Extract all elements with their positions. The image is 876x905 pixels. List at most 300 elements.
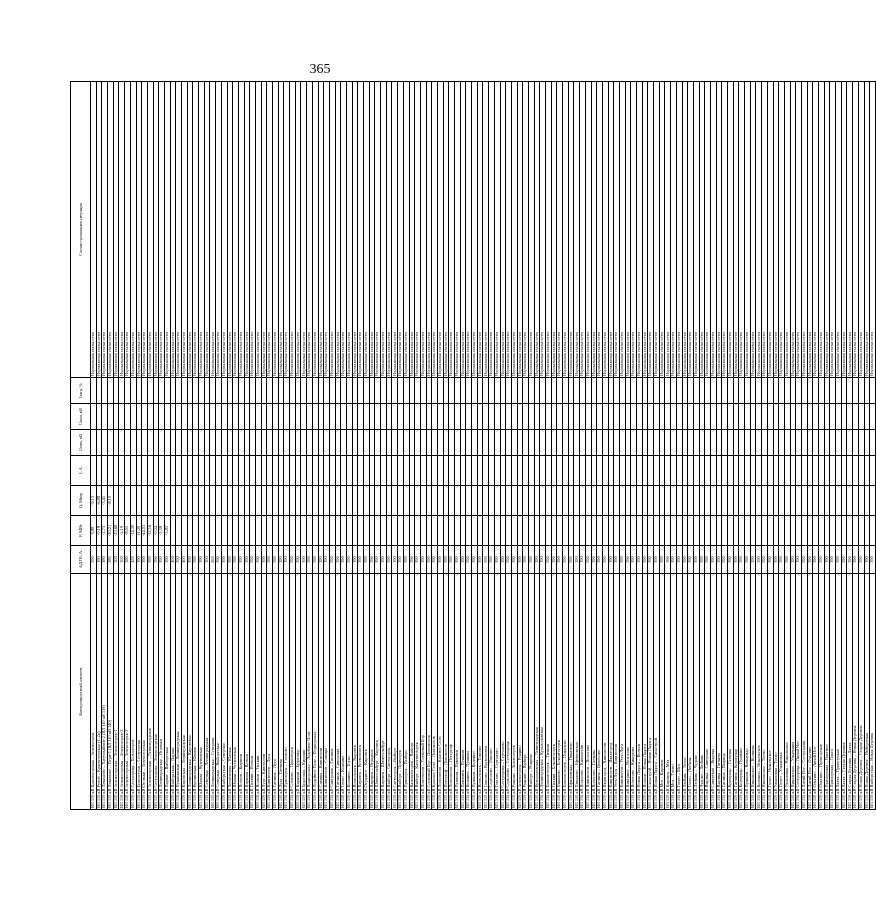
value-cell: 390 xyxy=(324,546,330,574)
situation-cell: Нормальная схема сети xyxy=(477,82,483,378)
element-cell: ВЛ 110 кВ Всеволожск – Токсово xyxy=(477,574,483,810)
situation-cell: Нормальная схема сети xyxy=(216,82,222,378)
situation-cell: Нормальная схема сети xyxy=(415,82,421,378)
value-cell: 390 xyxy=(278,546,284,574)
column-header: Контролируемый элемент xyxy=(71,574,91,810)
value-cell: 390 xyxy=(523,546,529,574)
situation-cell: Нормальная схема сети xyxy=(602,82,608,378)
value-cell: 390 xyxy=(506,546,512,574)
value-cell: 390 xyxy=(369,546,375,574)
element-cell: ВЛ 110 кВ Луга – Кингисепп xyxy=(261,574,267,810)
situation-cell: Нормальная схема сети xyxy=(756,82,762,378)
value-cell: 390 xyxy=(489,546,495,574)
element-cell: ВЛ 110 кВ Кингисепп – Усть-Луга xyxy=(619,574,625,810)
situation-cell: Нормальная схема сети xyxy=(836,82,842,378)
element-cell: ВЛ 110 кВ Северная – Выборгская xyxy=(216,574,222,810)
value-cell: 390 xyxy=(91,546,97,574)
value-cell: 390 xyxy=(335,546,341,574)
element-cell: ВЛ 110 кВ Старая Деревня – Лахта xyxy=(847,574,853,810)
value-cell: 390 xyxy=(728,546,734,574)
value-cell: 380 xyxy=(108,546,114,574)
element-cell: ВЛ 110 кВ Сосново – Приозерск xyxy=(290,574,296,810)
value-cell: 265 xyxy=(210,546,216,574)
value-cell: 390 xyxy=(483,546,489,574)
element-cell: ВЛ 110 кВ Приморская – Ольгино xyxy=(824,574,830,810)
element-cell: ВЛ 110 кВ Сестрорецк – Зеленогорская xyxy=(153,574,159,810)
element-cell: ВЛ 110 кВ Рощино – Зеленогорск xyxy=(511,574,517,810)
situation-cell: Нормальная схема сети xyxy=(108,82,114,378)
value-cell: 390 xyxy=(375,546,381,574)
table-header-row xyxy=(71,82,91,810)
situation-cell: Нормальная схема сети xyxy=(801,82,807,378)
value-cell: 390 xyxy=(449,546,455,574)
situation-cell: Нормальная схема сети xyxy=(381,82,387,378)
element-cell: ВЛ 110 кВ Ломоносов – Сосновый Бор xyxy=(420,574,426,810)
element-cell: ВЛ 110 кВ Пушкин – Павловск xyxy=(455,574,461,810)
element-cell: ВЛ 110 кВ Сясьстрой – Новая Ладога xyxy=(648,574,654,810)
value-cell: 390 xyxy=(295,546,301,574)
situation-cell: Нормальная схема сети xyxy=(574,82,580,378)
value-cell: 390 xyxy=(801,546,807,574)
situation-cell: Нормальная схема сети xyxy=(813,82,819,378)
situation-cell: Нормальная схема сети xyxy=(807,82,813,378)
value-cell: 390 xyxy=(301,546,307,574)
value-cell: 390 xyxy=(750,546,756,574)
element-cell: ВЛ 110 кВ Выборгская – Северная xyxy=(221,574,227,810)
element-cell: ВЛ 110 кВ Выборг – Светогорск xyxy=(386,574,392,810)
element-cell: ВЛ 110 кВ Зеленогорская – Зеленогорск-3 xyxy=(125,574,131,810)
situation-cell: Нормальная схема сети xyxy=(722,82,728,378)
situation-cell: Нормальная схема сети xyxy=(244,82,250,378)
value-cell: 390 xyxy=(142,546,148,574)
situation-cell: Нормальная схема сети xyxy=(301,82,307,378)
value-cell: 390 xyxy=(682,546,688,574)
value-cell: 390 xyxy=(261,546,267,574)
element-cell: ВЛ 110 кВ Любань – Чудово xyxy=(693,574,699,810)
column-header: Uнач, кВ xyxy=(71,430,91,456)
element-cell: ВЛ 110 кВ Ленинградская – Кузьмоловская xyxy=(540,574,546,810)
element-cell: ВЛ 110 кВ Вырица – Сиверская xyxy=(705,574,711,810)
situation-cell: Нормальная схема сети xyxy=(284,82,290,378)
element-cell: ВЛ 110 кВ Зеленогорская – Ленинградская xyxy=(147,574,153,810)
element-cell: ВЛ 110 кВ Новая Деревня – Старая Деревня xyxy=(858,574,864,810)
element-cell: ВЛ 110 кВ Никольское – Тосно xyxy=(762,574,768,810)
situation-cell: Нормальная схема сети xyxy=(119,82,125,378)
element-cell: ВЛ 110 кВ Сертолово – Сестрорецк xyxy=(506,574,512,810)
table-row xyxy=(870,82,876,810)
situation-cell: Нормальная схема сети xyxy=(449,82,455,378)
element-cell: ВЛ 110 кВ Тосно – Колпино xyxy=(341,574,347,810)
value-cell: 390 xyxy=(819,546,825,574)
element-cell: ВЛ 110 кВ Красногорская – Зеленогорск xyxy=(91,574,97,810)
value-cell: 390 xyxy=(648,546,654,574)
situation-cell: Нормальная схема сети xyxy=(779,82,785,378)
value-cell: 390 xyxy=(676,546,682,574)
value-cell: 390 xyxy=(415,546,421,574)
situation-cell: Нормальная схема сети xyxy=(295,82,301,378)
element-cell: ВЛ 110 кВ Выборгская – Новая Деревня xyxy=(870,574,876,810)
value-cell: 390 xyxy=(870,546,876,574)
value-cell: 390 xyxy=(568,546,574,574)
element-cell: ВЛ 110 кВ Кузьмоловская – Ленинградская xyxy=(534,574,540,810)
situation-cell: Нормальная схема сети xyxy=(170,82,176,378)
situation-cell: Нормальная схема сети xyxy=(528,82,534,378)
situation-cell: Нормальная схема сети xyxy=(864,82,870,378)
situation-cell: Нормальная схема сети xyxy=(654,82,660,378)
value-cell: 390 xyxy=(193,546,199,574)
value-cell: 300 xyxy=(204,546,210,574)
value-cell: 390 xyxy=(551,546,557,574)
value-cell: -44,01 xyxy=(142,516,148,546)
value-cell: 390 xyxy=(96,546,102,574)
value-cell: 390 xyxy=(455,546,461,574)
value-cell: 390 xyxy=(745,546,751,574)
value-cell: 390 xyxy=(255,546,261,574)
value-cell: -3,83 xyxy=(164,516,170,546)
situation-cell: Нормальная схема сети xyxy=(546,82,552,378)
value-cell: -2,73 xyxy=(102,516,108,546)
value-cell: 390 xyxy=(267,546,273,574)
situation-cell: Нормальная схема сети xyxy=(847,82,853,378)
element-cell: ВЛ 110 кВ Кириши – Волхов xyxy=(244,574,250,810)
element-cell: ВЛ 110 кВ Красное Село – Ломоносов xyxy=(432,574,438,810)
value-cell: 390 xyxy=(762,546,768,574)
value-cell: 390 xyxy=(557,546,563,574)
value-cell: 390 xyxy=(233,546,239,574)
element-cell: ВЛ 110 кВ Никольское – Колпино xyxy=(750,574,756,810)
situation-cell: Нормальная схема сети xyxy=(455,82,461,378)
situation-cell: Нормальная схема сети xyxy=(187,82,193,378)
element-cell: ВЛ 110 кВ Приморск – Выборг xyxy=(403,574,409,810)
situation-cell: Нормальная схема сети xyxy=(182,82,188,378)
value-cell: -32,16 xyxy=(147,516,153,546)
situation-cell: Нормальная схема сети xyxy=(290,82,296,378)
situation-cell: Нормальная схема сети xyxy=(659,82,665,378)
value-cell: 390 xyxy=(392,546,398,574)
value-cell: 390 xyxy=(619,546,625,574)
element-cell: ВЛ 110 кВ Сестрорецк – Белоостров xyxy=(130,574,136,810)
element-cell: ВЛ 110 кВ Бокситогорск – Тихвин xyxy=(546,574,552,810)
value-cell: 390 xyxy=(364,546,370,574)
value-cell: -6,88 xyxy=(96,486,102,516)
element-cell: ВЛ 110 кВ Ефимовская – Пикалево xyxy=(568,574,574,810)
value-cell: 390 xyxy=(710,546,716,574)
element-cell: ВЛ 110 кВ Южная – Чесменская xyxy=(233,574,239,810)
value-cell: 450 xyxy=(130,546,136,574)
value-cell: 390 xyxy=(830,546,836,574)
value-cell: 390 xyxy=(847,546,853,574)
value-cell: 390 xyxy=(244,546,250,574)
element-cell: ВЛ 110 кВ Сосновый Бор – Ломоносов xyxy=(426,574,432,810)
value-cell: 390 xyxy=(756,546,762,574)
element-cell: ВЛ 110 кВ Новая Ладога – Волхов xyxy=(637,574,643,810)
value-cell: 390 xyxy=(466,546,472,574)
value-cell: 390 xyxy=(546,546,552,574)
situation-cell: Нормальная схема сети xyxy=(733,82,739,378)
value-cell: 390 xyxy=(426,546,432,574)
element-cell: ВЛ 110 кВ Ивангород – Кингисепп xyxy=(602,574,608,810)
column-header: Iзагр, % xyxy=(71,378,91,404)
value-cell: 390 xyxy=(858,546,864,574)
situation-cell: Нормальная схема сети xyxy=(619,82,625,378)
situation-cell: Нормальная схема сети xyxy=(102,82,108,378)
element-cell: ВЛ 110 кВ Бокситогорск – Пикалево xyxy=(563,574,569,810)
element-cell: ВЛ 110 кВ Ручей – Красногорская (1–2ц) xyxy=(96,574,102,810)
element-cell: ВЛ 110 кВ Чудово – Любань xyxy=(699,574,705,810)
situation-cell: Нормальная схема сети xyxy=(159,82,165,378)
column-header: АДТН, А xyxy=(71,546,91,574)
situation-cell: Нормальная схема сети xyxy=(517,82,523,378)
situation-cell: Нормальная схема сети xyxy=(113,82,119,378)
value-cell: 390 xyxy=(284,546,290,574)
value-cell: 390 xyxy=(705,546,711,574)
element-cell: ВЛ 110 кВ Приморская – Лахта xyxy=(830,574,836,810)
value-cell: 390 xyxy=(841,546,847,574)
value-cell: -3,45 xyxy=(102,486,108,516)
element-cell: ВЛ 110 кВ Павловск – Пушкин xyxy=(460,574,466,810)
value-cell: 390 xyxy=(813,546,819,574)
situation-cell: Нормальная схема сети xyxy=(773,82,779,378)
element-cell: ВЛ 110 кВ Отрадное – Кировск xyxy=(364,574,370,810)
situation-cell: Нормальная схема сети xyxy=(858,82,864,378)
element-cell: ВЛ 110 кВ Подпорожье – Лодейное Поле xyxy=(307,574,313,810)
element-cell: ВЛ 110 кВ Левашово – Хиттолайнен-2 (ВЛ 110 кВ 139) xyxy=(102,574,108,810)
situation-cell: Нормальная схема сети xyxy=(142,82,148,378)
situation-cell: Нормальная схема сети xyxy=(136,82,142,378)
situation-cell: Нормальная схема сети xyxy=(745,82,751,378)
situation-cell: Нормальная схема сети xyxy=(96,82,102,378)
situation-cell: Нормальная схема сети xyxy=(130,82,136,378)
rotated-table-sheet xyxy=(70,82,875,810)
element-cell: ВЛ 110 кВ Сиверская – Вырица xyxy=(710,574,716,810)
value-cell: 390 xyxy=(631,546,637,574)
situation-cell: Нормальная схема сети xyxy=(699,82,705,378)
element-cell: ВЛ 110 кВ Сертолово – Токсово xyxy=(489,574,495,810)
element-cell: ВЛ 110 кВ Колпино – Пушкин xyxy=(466,574,472,810)
value-cell: 390 xyxy=(494,546,500,574)
situation-cell: Нормальная схема сети xyxy=(346,82,352,378)
value-cell: 390 xyxy=(608,546,614,574)
value-cell: 390 xyxy=(250,546,256,574)
situation-cell: Нормальная схема сети xyxy=(227,82,233,378)
value-cell: 390 xyxy=(807,546,813,574)
element-cell: ВЛ 110 кВ Белоостров – Сестрорецк xyxy=(136,574,142,810)
value-cell: 390 xyxy=(460,546,466,574)
element-cell: ВЛ 110 кВ Луга – Гатчина xyxy=(278,574,284,810)
element-cell: ВЛ 110 кВ Светогорск – Выборг xyxy=(392,574,398,810)
element-cell: ВЛ 110 кВ Волхов – Тихвин xyxy=(255,574,261,810)
element-cell: ВЛ 110 кВ Лодейное Поле – Подпорожье xyxy=(312,574,318,810)
situation-cell: Нормальная схема сети xyxy=(841,82,847,378)
value-cell: 390 xyxy=(534,546,540,574)
element-cell: ВЛ 110 кВ Усть-Луга – Кингисепп xyxy=(614,574,620,810)
element-cell: ВЛ 110 кВ Старая Деревня – Новая Деревня xyxy=(853,574,859,810)
situation-cell: Нормальная схема сети xyxy=(637,82,643,378)
value-cell: 390 xyxy=(773,546,779,574)
value-cell: 390 xyxy=(136,546,142,574)
element-cell: ВЛ 110 кВ Ломоносов – Петергоф xyxy=(449,574,455,810)
value-cell: 390 xyxy=(432,546,438,574)
situation-cell: Нормальная схема сети xyxy=(671,82,677,378)
situation-cell: Нормальная схема сети xyxy=(489,82,495,378)
value-cell: -8,03 xyxy=(125,516,131,546)
element-cell: ВЛ 110 кВ Коммунар – Гатчина xyxy=(728,574,734,810)
value-cell: 390 xyxy=(733,546,739,574)
value-cell: 390 xyxy=(199,546,205,574)
element-cell: ВЛ 110 кВ Огоньки – Зеленогорская xyxy=(142,574,148,810)
situation-cell: Нормальная схема сети xyxy=(551,82,557,378)
element-cell: ВЛ 110 кВ Зеленогорская – Зеленогорск-2 xyxy=(119,574,125,810)
situation-cell: Нормальная схема сети xyxy=(472,82,478,378)
element-cell: ВЛ 110 кВ Ульяновка – Тосно xyxy=(773,574,779,810)
situation-cell: Нормальная схема сети xyxy=(398,82,404,378)
element-cell: ВЛ 110 кВ Тосно – Любань xyxy=(688,574,694,810)
value-cell: 390 xyxy=(221,546,227,574)
situation-cell: Нормальная схема сети xyxy=(386,82,392,378)
element-cell: ВЛ 110 кВ Северная – Ленинградская xyxy=(204,574,210,810)
situation-cell: Нормальная схема сети xyxy=(568,82,574,378)
situation-cell: Нормальная схема сети xyxy=(710,82,716,378)
value-cell: 390 xyxy=(329,546,335,574)
value-cell: 390 xyxy=(597,546,603,574)
element-cell: ВЛ 110 кВ Выборг – Приморск xyxy=(398,574,404,810)
value-cell: 400 xyxy=(170,546,176,574)
element-cell: ВЛ 110 кВ Пушкин – Колпино xyxy=(472,574,478,810)
situation-cell: Нормальная схема сети xyxy=(312,82,318,378)
value-cell: -0,34 xyxy=(153,516,159,546)
value-cell: 390 xyxy=(273,546,279,574)
element-cell: ВЛ 110 кВ Тихвин – Волхов xyxy=(250,574,256,810)
situation-cell: Нормальная схема сети xyxy=(511,82,517,378)
element-cell: ВЛ 110 кВ Мга – Кировск xyxy=(659,574,665,810)
situation-cell: Нормальная схема сети xyxy=(176,82,182,378)
value-cell: 390 xyxy=(602,546,608,574)
element-cell: ВЛ 110 кВ Сланцы – Кингисепп xyxy=(318,574,324,810)
value-cell: 390 xyxy=(403,546,409,574)
situation-cell: Нормальная схема сети xyxy=(409,82,415,378)
situation-cell: Нормальная схема сети xyxy=(506,82,512,378)
element-cell: ВЛ 110 кВ Рощино – Выборг xyxy=(523,574,529,810)
situation-cell: Нормальная схема сети xyxy=(819,82,825,378)
value-cell: 390 xyxy=(238,546,244,574)
value-cell: 300 xyxy=(119,546,125,574)
element-cell: ВЛ 110 кВ Кировск – Всеволожск xyxy=(358,574,364,810)
element-cell: ВЛ 110 кВ Новая Ладога – Сясьстрой xyxy=(654,574,660,810)
situation-cell: Нормальная схема сети xyxy=(580,82,586,378)
situation-cell: Нормальная схема сети xyxy=(728,82,734,378)
situation-cell: Нормальная схема сети xyxy=(125,82,131,378)
element-cell: ВЛ 110 кВ Ломоносов – Красное Село xyxy=(437,574,443,810)
element-cell: ВЛ 110 кВ Кировск – Шлиссельбург xyxy=(381,574,387,810)
value-cell: 390 xyxy=(386,546,392,574)
element-cell: ВЛ 110 кВ Зеленогорская – Зеленогорск-1 xyxy=(113,574,119,810)
element-cell: ВЛ 110 кВ Купчинская – Южная xyxy=(193,574,199,810)
element-cell: ВЛ 110 кВ Выборгская – Парнас xyxy=(170,574,176,810)
element-cell: ВЛ 110 кВ Гатчина – Сиверская xyxy=(335,574,341,810)
element-cell: ВЛ 110 кВ Колпино – Никольское xyxy=(756,574,762,810)
value-cell: 390 xyxy=(625,546,631,574)
element-cell: ВЛ 110 кВ Сестрорецк – Лисий Нос xyxy=(796,574,802,810)
value-cell: 390 xyxy=(147,546,153,574)
value-cell: 390 xyxy=(784,546,790,574)
value-cell: 390 xyxy=(824,546,830,574)
element-cell: ВЛ 110 кВ Кингисепп – Сланцы xyxy=(324,574,330,810)
situation-cell: Нормальная схема сети xyxy=(273,82,279,378)
value-cell: 390 xyxy=(352,546,358,574)
element-cell: ВЛ 110 кВ Токсово – Сертолово xyxy=(494,574,500,810)
element-cell: ВЛ 110 кВ Зеленогорск – Рощино xyxy=(517,574,523,810)
element-cell: ВЛ 110 кВ Кингисепп – Ивангород xyxy=(608,574,614,810)
value-cell: 390 xyxy=(500,546,506,574)
value-cell: 390 xyxy=(836,546,842,574)
value-cell: 390 xyxy=(642,546,648,574)
element-cell: ВЛ 110 кВ Лисий Нос – Сестрорецк xyxy=(801,574,807,810)
value-cell xyxy=(870,378,876,404)
element-cell: ВЛ 110 кВ Волхов – Кириши xyxy=(238,574,244,810)
situation-cell: Нормальная схема сети xyxy=(341,82,347,378)
value-cell xyxy=(870,486,876,516)
value-cell: 390 xyxy=(187,546,193,574)
value-cell: 390 xyxy=(739,546,745,574)
element-cell: ВЛ 110 кВ Тосно – Ульяновка xyxy=(779,574,785,810)
element-cell: ВЛ 110 кВ Лисий Нос – Ольгино xyxy=(807,574,813,810)
value-cell: 300 xyxy=(113,546,119,574)
element-cell: ВЛ 110 кВ Любань – Тосно xyxy=(682,574,688,810)
situation-cell: Нормальная схема сети xyxy=(204,82,210,378)
value-cell: 390 xyxy=(779,546,785,574)
element-cell: ВЛ 110 кВ Кировск – Мга xyxy=(665,574,671,810)
element-cell: ВЛ 110 кВ Лахта – Старая Деревня xyxy=(841,574,847,810)
element-cell: ВЛ 110 кВ Пушкинская – Ленинградская xyxy=(176,574,182,810)
column-header: Схемно-режимная ситуация xyxy=(71,82,91,378)
situation-cell: Нормальная схема сети xyxy=(648,82,654,378)
element-cell: ВЛ 110 кВ Шлиссельбург – Кировск xyxy=(375,574,381,810)
element-cell: ВЛ 110 кВ Пикалево – Ефимовская xyxy=(574,574,580,810)
value-cell: -0,18 xyxy=(96,516,102,546)
element-cell: ВЛ 110 кВ Ленинградская – Кировская xyxy=(187,574,193,810)
element-cell: ВЛ 110 кВ Ленинградская – Огоньки xyxy=(159,574,165,810)
situation-cell: Нормальная схема сети xyxy=(91,82,97,378)
rotated-table-wrapper xyxy=(70,82,875,810)
value-cell: 390 xyxy=(517,546,523,574)
element-cell: ВЛ 110 кВ Левашово – Пери-1 (ВЛ 110 кВ 140) xyxy=(108,574,114,810)
element-cell: ВЛ 110 кВ Кириши – Будогощь xyxy=(295,574,301,810)
element-cell: ВЛ 110 кВ Волосово – Кикерино xyxy=(631,574,637,810)
value-cell: 390 xyxy=(671,546,677,574)
situation-cell: Нормальная схема сети xyxy=(267,82,273,378)
value-cell: 390 xyxy=(693,546,699,574)
value-cell: 390 xyxy=(341,546,347,574)
situation-cell: Нормальная схема сети xyxy=(318,82,324,378)
situation-cell: Нормальная схема сети xyxy=(767,82,773,378)
element-cell: ВЛ 110 кВ Тихвин – Бокситогорск xyxy=(551,574,557,810)
situation-cell: Нормальная схема сети xyxy=(250,82,256,378)
value-cell: 380 xyxy=(102,546,108,574)
situation-cell: Нормальная схема сети xyxy=(688,82,694,378)
situation-cell: Нормальная схема сети xyxy=(375,82,381,378)
value-cell: 380 xyxy=(125,546,131,574)
value-cell: 390 xyxy=(796,546,802,574)
situation-cell: Нормальная схема сети xyxy=(483,82,489,378)
element-cell: ВЛ 110 кВ Кировская – Ленинградская xyxy=(182,574,188,810)
element-cell: ВЛ 110 кВ Мга – Тосно xyxy=(671,574,677,810)
data-table xyxy=(70,81,876,810)
situation-cell: Нормальная схема сети xyxy=(762,82,768,378)
value-cell: 390 xyxy=(511,546,517,574)
situation-cell: Нормальная схема сети xyxy=(784,82,790,378)
value-cell: -20,21 xyxy=(108,516,114,546)
situation-cell: Нормальная схема сети xyxy=(147,82,153,378)
